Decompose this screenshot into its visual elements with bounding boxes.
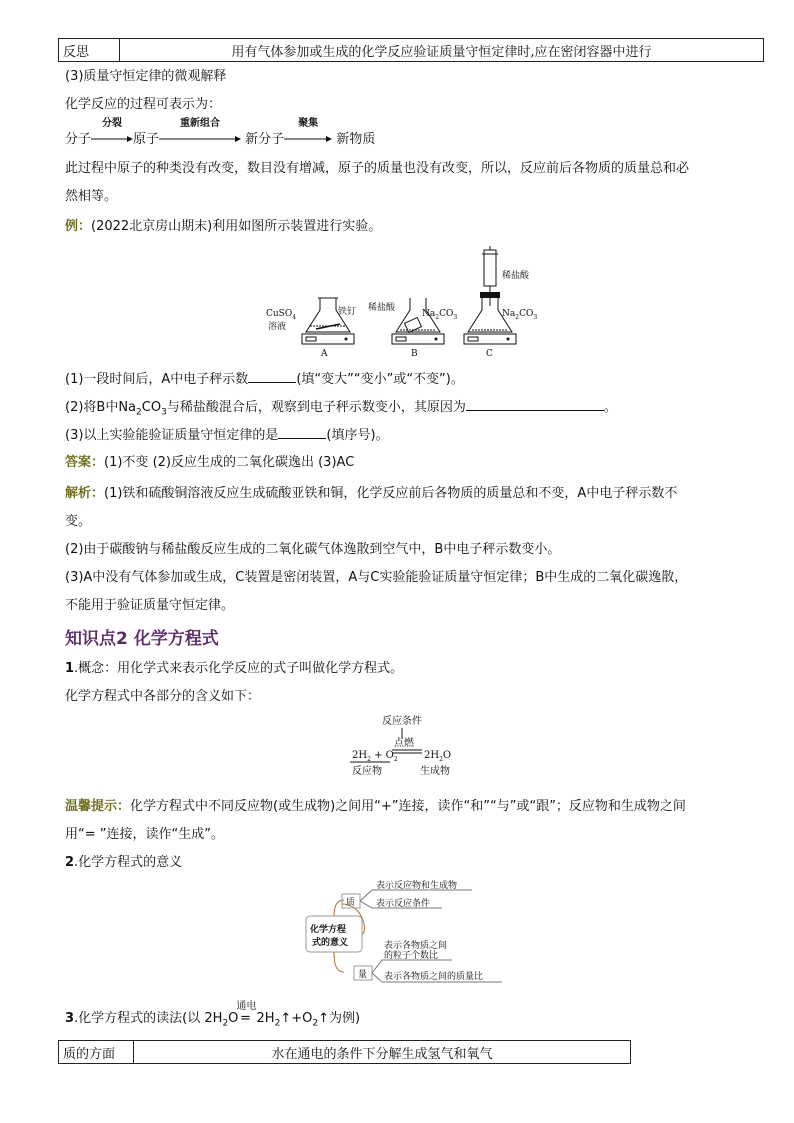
reading-condition: 通电 — [236, 1001, 257, 1012]
label-b: B — [411, 349, 418, 358]
chain-atom: 原子 — [133, 132, 160, 147]
apparatus-a — [266, 298, 356, 358]
chain-new-substance: 新物质 — [336, 132, 376, 147]
blank-3[interactable] — [278, 426, 326, 439]
arrow-right-icon — [91, 135, 133, 143]
example-line — [65, 218, 381, 236]
question-3: (3)以上实验能验证质量守恒定律的是 (填序号)。 — [65, 428, 389, 443]
product-label: 生成物 — [420, 766, 450, 777]
arrow-right-icon — [159, 135, 241, 143]
mind-l2: 表示各物质之间的质量比 — [384, 972, 484, 982]
tip-line-2: 用“= ”连接，读作“生成”。 — [65, 827, 224, 842]
analysis-line-5: 不能用于验证质量守恒定律。 — [65, 598, 235, 613]
solution-label: 溶液 — [268, 322, 287, 332]
acid-label-b: 稀盐酸 — [368, 303, 396, 313]
example-text: (2022北京房山期末)利用如图所示装置进行实验。 — [91, 219, 382, 234]
mind-l1b: 的粒子个数比 — [384, 951, 439, 961]
example-label: 例： — [65, 219, 92, 234]
mind-center-2: 式的意义 — [312, 938, 349, 948]
arrow-split-label: 分裂 — [102, 118, 123, 129]
label-c: C — [486, 349, 493, 358]
apparatus-c — [464, 246, 537, 358]
meaning-mind-map — [302, 878, 508, 988]
reactant-label: 反应物 — [352, 766, 382, 777]
cuso4-label: CuSO$_4$ — [266, 309, 297, 321]
answer-line — [65, 454, 354, 472]
equation-rhs: $2H_2O$ — [424, 750, 452, 763]
blank-1[interactable] — [248, 370, 296, 383]
analysis-line-1: 解析：(1)铁和硫酸铜溶液反应生成硫酸亚铁和铜，化学反应前后各物质的质量总和不变，A中电子秤示数不 — [65, 486, 678, 501]
tip-line-1: 温馨提示：化学方程式中不同反应物(或生成物)之间用“+”连接，读作“和”“与”或“跟”；反应物和生成物之间 — [65, 799, 686, 814]
nail-label: 铁钉 — [338, 307, 357, 317]
analysis-line-4: (3)A中没有气体参加或生成，C装置是密闭装置，A与C实验能验证质量守恒定律；B中生成的二氧化碳逸散， — [65, 570, 688, 585]
mind-l1a: 表示各物质之间 — [384, 941, 448, 951]
apparatus-b — [368, 298, 457, 358]
equation-lhs: $2H_2 + O_2$ — [352, 750, 398, 763]
arrow-gather-label: 聚集 — [298, 118, 319, 129]
process-chain — [65, 118, 375, 150]
arrow-recombine-label: 重新组合 — [180, 118, 221, 129]
reflection-content: 用有气体参加或生成的化学反应验证质量守恒定律时,应在密闭容器中进行 — [120, 39, 764, 62]
reading-table — [58, 1040, 631, 1064]
reflection-label: 反思 — [59, 39, 120, 62]
parts-line: 化学方程式中各部分的含义如下： — [65, 689, 261, 704]
explain-line-2: 然相等。 — [65, 189, 118, 204]
analysis-label: 解析： — [65, 486, 105, 501]
mind-quality: 质 — [346, 898, 356, 908]
arrow-split — [91, 118, 133, 150]
reflection-table — [58, 38, 764, 62]
chain-new-molecule: 新分子 — [245, 132, 285, 147]
tip-label: 温馨提示： — [65, 799, 131, 814]
equation-diagram — [346, 712, 476, 778]
arrow-right-icon — [284, 135, 332, 143]
mind-z1: 表示反应物和生成物 — [376, 881, 458, 891]
analysis-line-3: (2)由于碳酸钠与稀盐酸反应生成的二氧化碳气体逸散到空气中，B中电子秤示数变小。 — [65, 542, 561, 557]
question-1: (1)一段时间后，A中电子秤示数 (填“变大”“变小”或“不变”)。 — [65, 372, 464, 387]
meaning-line: 2.化学方程式的意义 — [65, 855, 183, 870]
micro-heading: (3)质量守恒定律的微观解释 — [65, 69, 227, 84]
reading-table-label: 质的方面 — [59, 1041, 134, 1064]
reading-table-content: 水在通电的条件下分解生成氢气和氧气 — [134, 1041, 631, 1064]
reading-line: 3.化学方程式的读法(以 $2H_2O$ 通电 = $2H_2↑+O_2↑$为例) — [65, 1010, 360, 1033]
arrow-recombine — [159, 118, 241, 150]
analysis-line-2: 变。 — [65, 514, 92, 529]
arrow-gather — [284, 118, 332, 150]
answer-label: 答案： — [65, 455, 105, 470]
apparatus-figure — [266, 246, 556, 358]
micro-intro: 化学反应的过程可表示为： — [65, 97, 222, 112]
label-a: A — [321, 349, 328, 358]
answer-text: (1)不变 (2)反应生成的二氧化碳逸出 (3)AC — [104, 455, 355, 470]
condition-value: 点燃 — [394, 738, 414, 749]
chain-molecule: 分子 — [65, 132, 92, 147]
section-2-title: 知识点2 化学方程式 — [65, 629, 219, 649]
condition-label: 反应条件 — [382, 716, 422, 727]
mind-quantity: 量 — [358, 970, 368, 980]
blank-2[interactable] — [466, 398, 604, 411]
mind-z2: 表示反应条件 — [376, 899, 431, 909]
mind-center-1: 化学方程 — [310, 925, 347, 935]
explain-line-1: 此过程中原子的种类没有改变，数目没有增减，原子的质量也没有改变，所以，反应前后各物质的质量总和必 — [65, 161, 690, 176]
question-2: (2)将B中$Na_2CO_3$与稀盐酸混合后，观察到电子秤示数变小，其原因为 。 — [65, 400, 617, 418]
na2co3-label-c: $Na_2CO_3$ — [502, 309, 538, 321]
concept-line: 1.概念：用化学式来表示化学反应的式子叫做化学方程式。 — [65, 661, 404, 676]
na2co3-label-b: $Na_2CO_3$ — [422, 309, 458, 321]
acid-label-c: 稀盐酸 — [502, 271, 530, 281]
